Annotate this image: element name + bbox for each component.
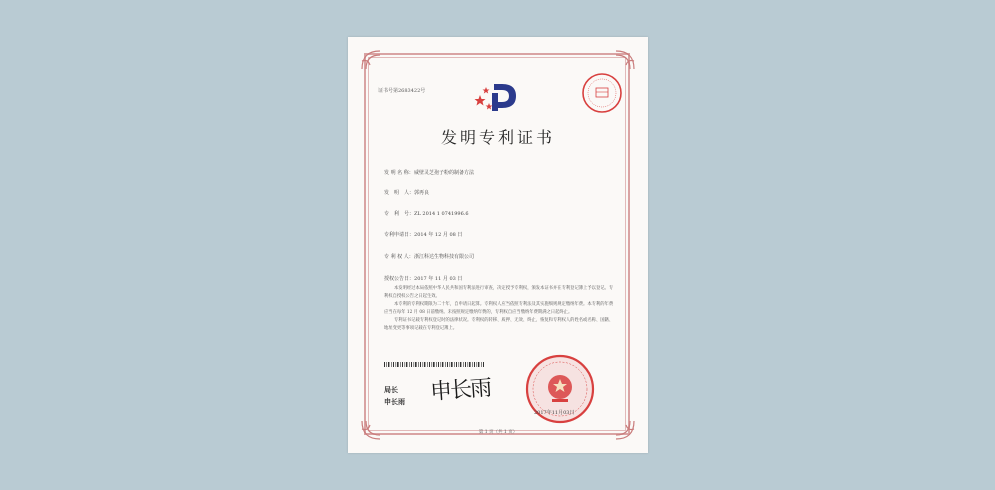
barcode-icon	[384, 362, 484, 367]
corner-ornament-icon	[360, 49, 382, 71]
body-paragraph: 本发明经过本局依照中华人民共和国专利法进行审查，决定授予专利权，颁发本证书并在专利登记簿上予以登记。专利权自授权公告之日起生效。	[384, 286, 614, 299]
page-footer: 第 1 页（共 1 页）	[478, 430, 518, 435]
director-title: 局长	[384, 385, 398, 394]
field-application-date: 专利申请日：2014 年 12 月 08 日	[384, 232, 463, 238]
corner-ornament-icon	[614, 49, 636, 71]
patent-certificate	[348, 37, 648, 453]
body-paragraph: 专利证书记载专利权登记时的法律状况。专利权的转移、质押、无效、终止、恢复和专利权人的姓名或名称、国籍、地址变更等事项记载在专利登记簿上。	[384, 318, 614, 331]
certificate-body-text	[384, 285, 614, 333]
certificate-title: 发明专利证书	[440, 128, 555, 147]
field-patentee: 专 利 权 人：浙江科达生物科技有限公司	[384, 254, 475, 260]
certificate-number: 证书号第2683422号	[378, 88, 426, 94]
field-invention-name: 发 明 名 称：威壁灵芝孢子粉的制备方法	[384, 170, 475, 176]
field-grant-date: 授权公告日：2017 年 11 月 03 日	[384, 276, 463, 282]
handwritten-signature: 申长雨	[429, 375, 491, 406]
field-patent-number: 专 利 号：ZL 2014 1 0741996.6	[384, 211, 469, 217]
top-seal-stamp-icon	[580, 71, 624, 115]
patent-office-logo-icon	[472, 81, 520, 113]
field-inventor: 发 明 人：郭再良	[384, 190, 430, 196]
seal-date: 2017年11月03日	[534, 410, 575, 416]
director-name: 申长雨	[384, 397, 405, 406]
body-paragraph: 本专利的专利权期限为二十年，自申请日起算。专利权人应当依照专利法及其实施细则规定缴纳年费。本专利的年费应当在每年 12 月 08 日前缴纳。未按照规定缴纳年费的，专利权自应当缴纳年费期满之日起终止。	[384, 302, 614, 315]
